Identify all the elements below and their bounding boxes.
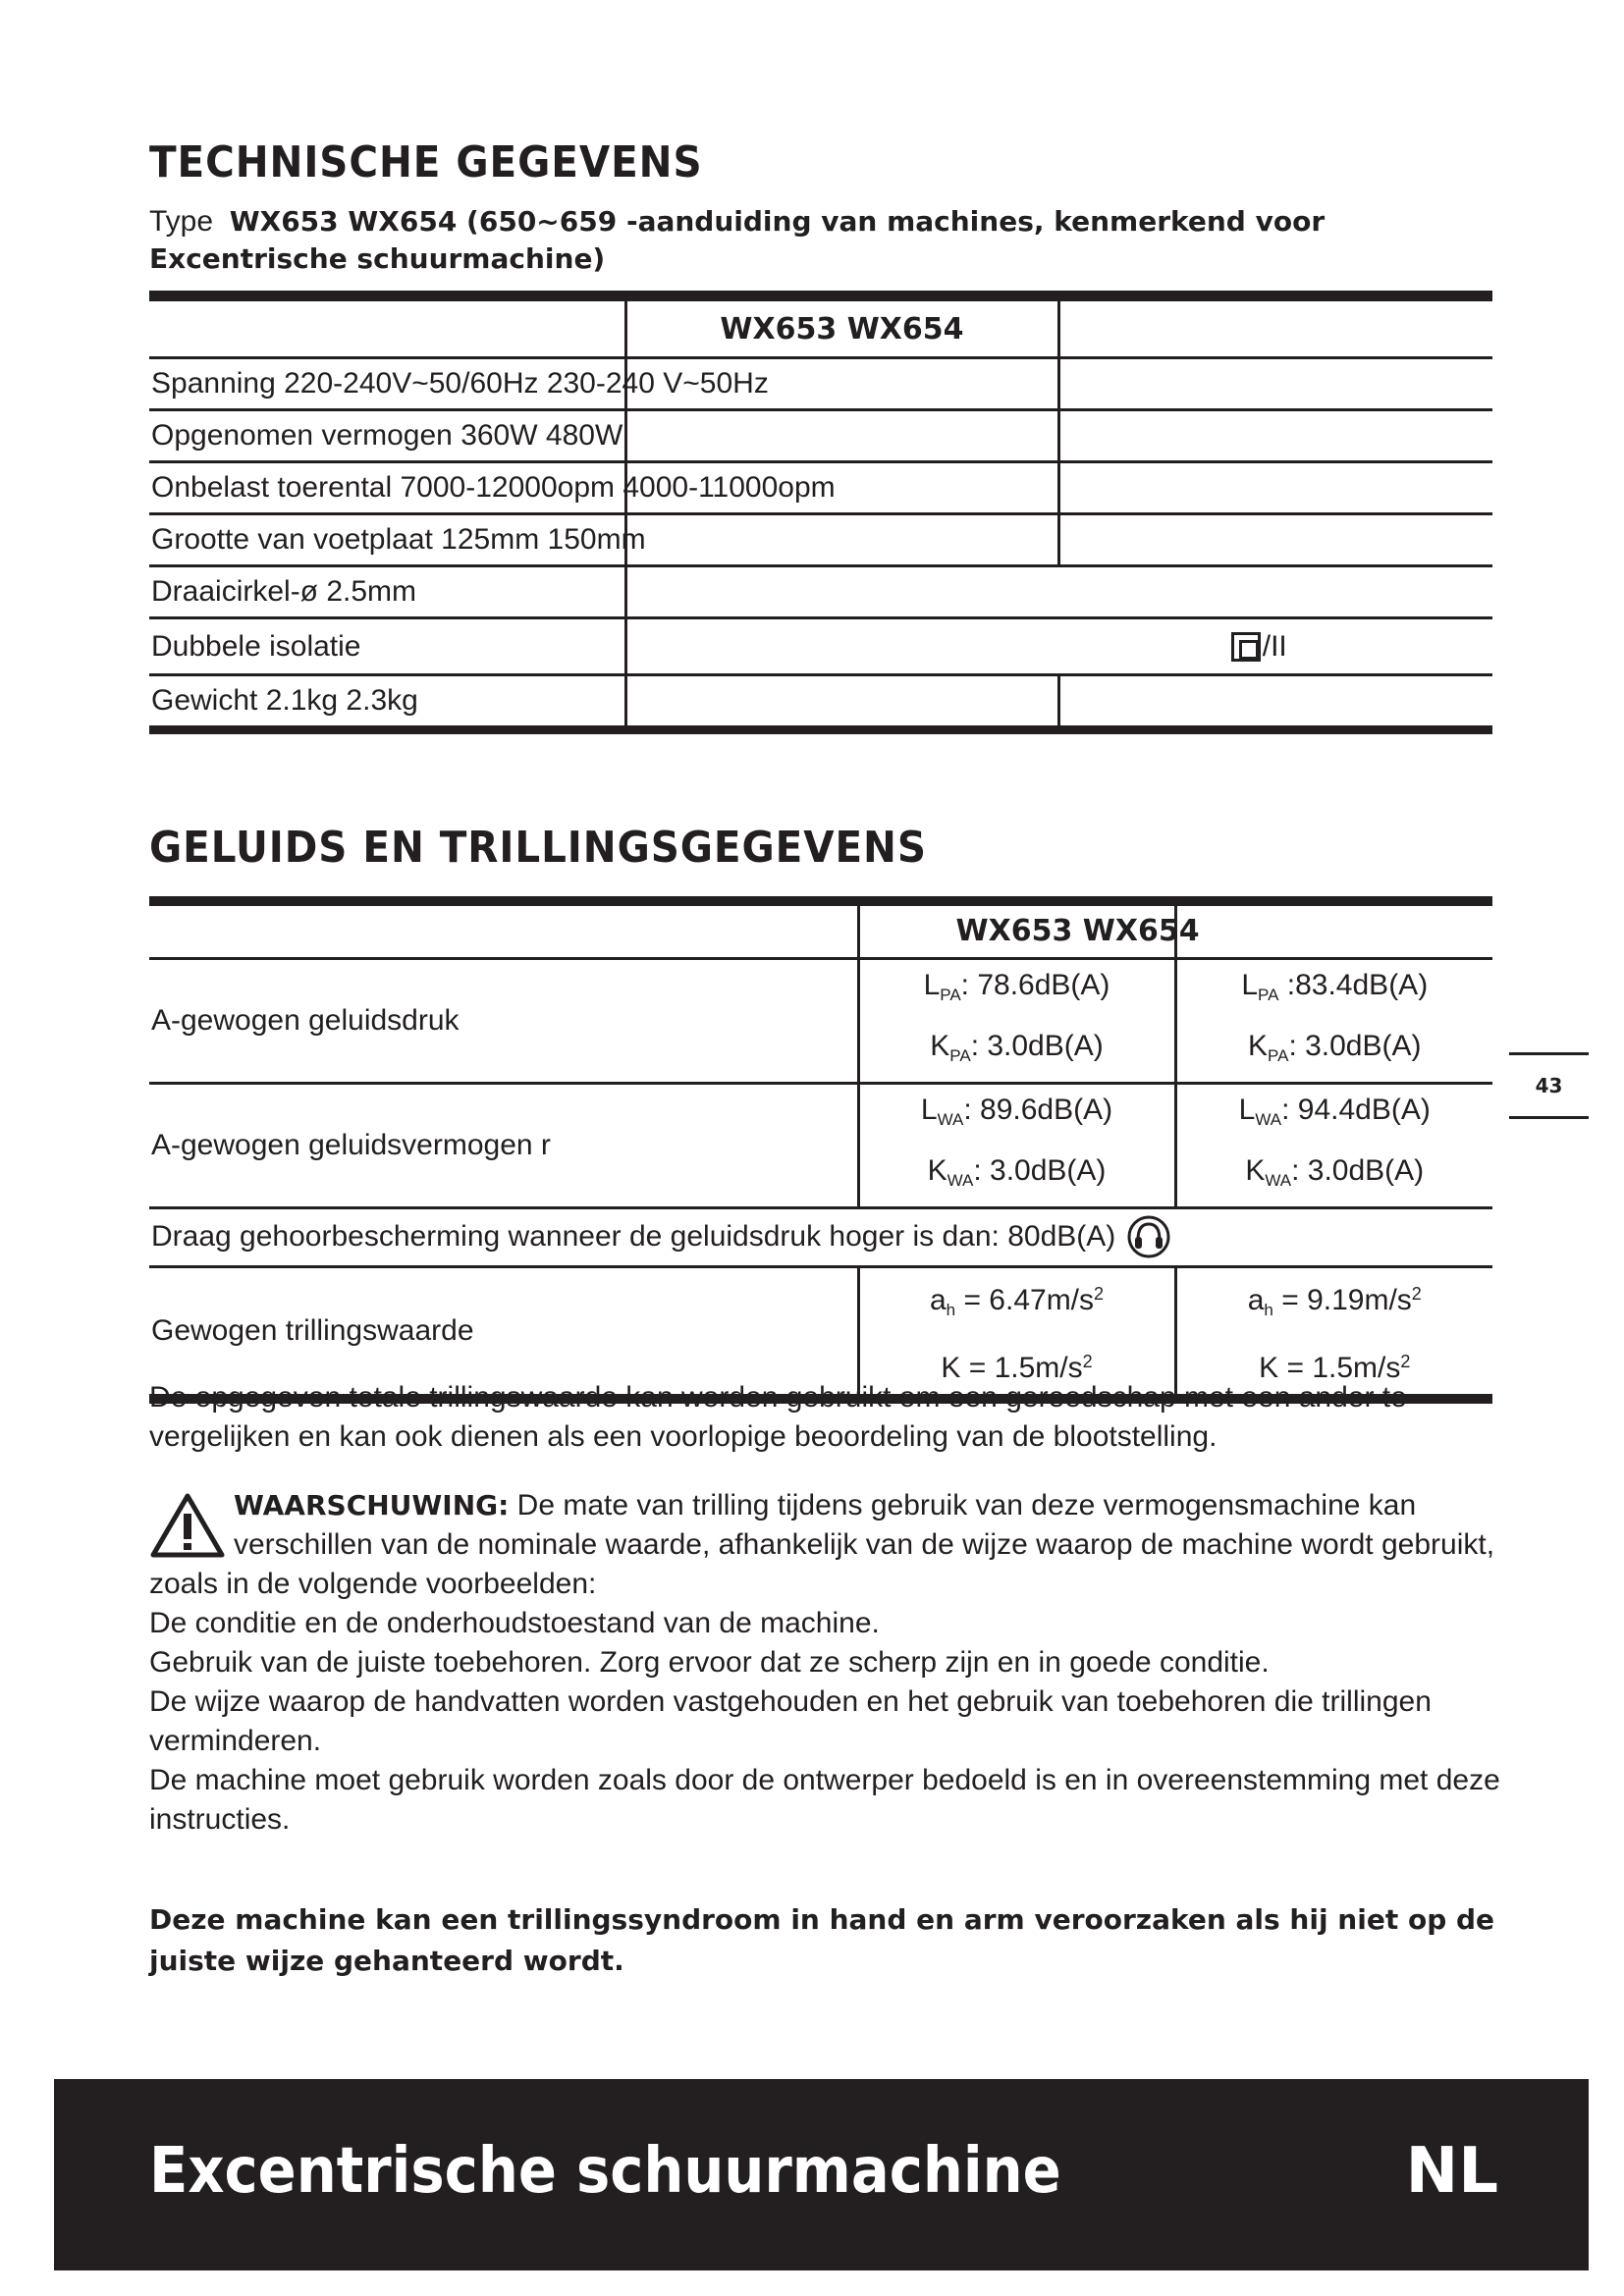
- wx654-value: $L_{WA}$: 94.4dB(A) $K_{WA}$: 3.0dB(A): [1175, 1083, 1492, 1207]
- warning-text: De mate van trilling tijdens gebruik van deze vermogensmachine kan verschillen van de nominale waarde, afhankelijk van de wijze waarop de machine wordt gebruikt, zoals in de volgende voorbeelden:: [149, 1489, 1495, 1600]
- type-text: WX653 WX654 (650~659 -aanduiding van machines, kenmerkend voor Excentrische schuurmachine): [149, 205, 1326, 275]
- double-insulation-icon: [1231, 632, 1261, 662]
- row-label: Draaicirkel-ø 2.5mm: [149, 566, 625, 618]
- technical-data-table: [149, 291, 1492, 734]
- table-row: [149, 566, 1492, 618]
- footer-title: Excentrische schuurmachine: [149, 2135, 1061, 2208]
- row-label: Gewogen trillingswaarde: [151, 1313, 474, 1347]
- model-header: WX653 WX654: [625, 296, 1058, 358]
- table-header-row: [149, 901, 1492, 958]
- type-prefix: Type: [149, 205, 214, 238]
- warning-block: [149, 1486, 1504, 1840]
- vibration-paragraph: De opgegeven totale trillingswaarde kan worden gebruikt om een gereedschap met een ander te vergelijken en kan ook dienen als een voorlopige beoordeling van de blootstelling.: [149, 1381, 1407, 1453]
- footer-bar: [54, 2079, 1589, 2270]
- table-row: [149, 618, 1492, 675]
- table-header-row: [149, 296, 1492, 358]
- section-heading-sound: GELUIDS EN TRILLINGSGEGEVENS: [149, 823, 927, 873]
- language-code: NL: [1405, 2135, 1498, 2208]
- syndrome-warning: Deze machine kan een trillingssyndroom in hand en arm veroorzaken als hij niet op de juiste wijze gehanteerd wordt.: [149, 1903, 1495, 1977]
- section-heading-technical: TECHNISCHE GEGEVENS: [149, 137, 703, 187]
- row-label: Grootte van voetplaat 125mm 150mm: [149, 514, 625, 566]
- warning-line: De wijze waarop de handvatten worden vastgehouden en het gebruik van toebehoren die trillingen verminderen.: [149, 1685, 1432, 1757]
- row-label: A-gewogen geluidsvermogen r: [149, 1083, 858, 1207]
- warning-icon: [149, 1492, 226, 1559]
- table-row: [149, 958, 1492, 1083]
- row-label: Spanning 220-240V~50/60Hz 230-240 V~50Hz: [149, 358, 625, 410]
- table-row: [149, 358, 1492, 410]
- row-label: Dubbele isolatie: [149, 618, 625, 675]
- warning-title: WAARSCHUWING:: [234, 1489, 510, 1522]
- row-label: Opgenomen vermogen 360W 480W: [149, 410, 625, 462]
- model-header: WX653 WX654: [955, 914, 1200, 949]
- warning-line: Gebruik van de juiste toebehoren. Zorg ervoor dat ze scherp zijn en in goede conditie.: [149, 1646, 1270, 1679]
- table-row: [149, 675, 1492, 730]
- sound-vibration-table: [149, 896, 1492, 1404]
- table-row: [149, 410, 1492, 462]
- table-row: [149, 1083, 1492, 1207]
- hearing-protection-text: Draag gehoorbescherming wanneer de geluidsdruk hoger is dan: 80dB(A): [151, 1220, 1116, 1253]
- wx654-value: $a_h = 9.19m/s^2$ $K = 1.5m/s^2$: [1175, 1266, 1492, 1399]
- wx653-value: $L_{WA}$: 89.6dB(A) $K_{WA}$: 3.0dB(A): [858, 1083, 1175, 1207]
- warning-line: De machine moet gebruik worden zoals door de ontwerper bedoeld is en in overeenstemming met deze instructies.: [149, 1764, 1500, 1836]
- row-label: Onbelast toerental 7000-12000opm 4000-11000opm: [149, 462, 625, 514]
- wx653-value: $a_h = 6.47m/s^2$ $K = 1.5m/s^2$: [858, 1266, 1175, 1399]
- row-label: Gewicht 2.1kg 2.3kg: [151, 684, 418, 717]
- wx654-value: $L_{PA}$ :83.4dB(A) $K_{PA}$: 3.0dB(A): [1175, 958, 1492, 1083]
- insulation-class: /II: [1262, 630, 1287, 664]
- wx653-value: $L_{PA}$: 78.6dB(A) $K_{PA}$: 3.0dB(A): [858, 958, 1175, 1083]
- type-line: [149, 203, 1504, 278]
- row-label: A-gewogen geluidsdruk: [149, 958, 858, 1083]
- table-row: [149, 1207, 1492, 1266]
- page-number: 43: [1509, 1052, 1589, 1119]
- table-row: [149, 514, 1492, 566]
- warning-line: De conditie en de onderhoudstoestand van de machine.: [149, 1607, 880, 1639]
- ear-protection-icon: [1126, 1214, 1171, 1259]
- table-row: [149, 462, 1492, 514]
